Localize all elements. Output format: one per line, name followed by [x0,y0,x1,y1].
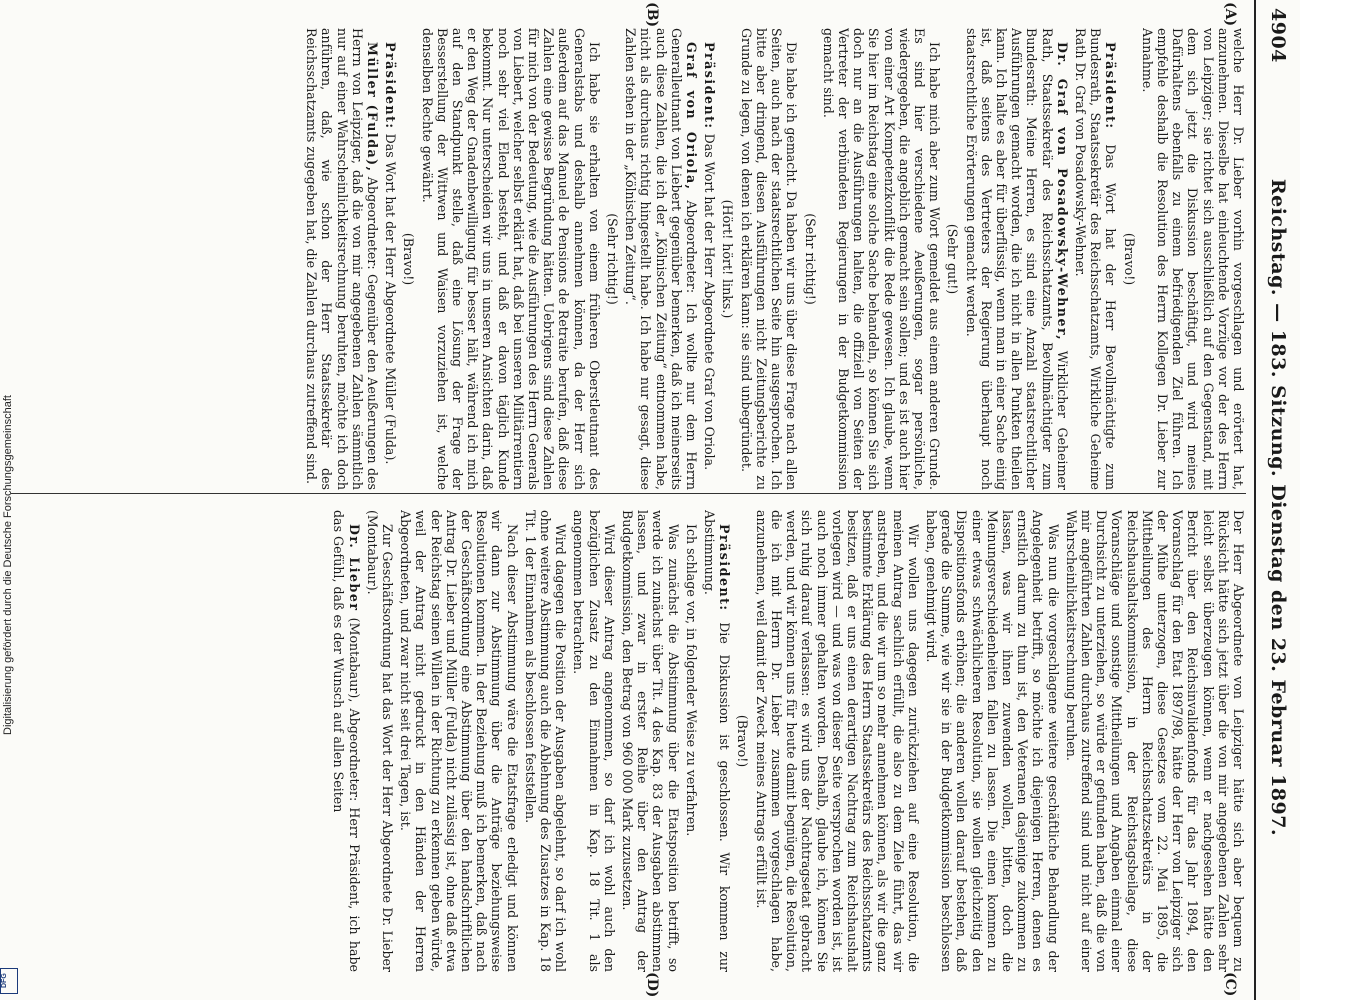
paragraph-text: Der Herr Abgeordnete von Leipziger hätte sich aber bequem zu Rücksicht hätte sich jetzt über die von mir angegebenen Zahlen sehr leicht selbst überzeugen können, wenn er nachgesehen hätte den Bericht über den Reichsinvalidenfonds für das Jahr 1894, den Voranschlag für den Etat 1897/98, hätte der Herr von Leipziger sich der Mühe unterzogen, diese Gesetzes vom 22. Mai 1895, die Mittheilungen des Herrn Reichsschatzsekretärs in der Reichshaushaltskommission, in der Reichstagsbeilage, diese Voranschläge und sonstige Mittheilungen und Angaben einmal einer Durchsicht zu unterziehen, so würde er gefunden haben, daß die von mir angeführten Zahlen durchaus zutreffend sind und nicht auf einer Wahrscheinlichkeitsrechnung beruhen. [1063,510,1246,972]
paragraph [605,28,620,490]
paragraph [304,28,380,490]
paragraph [963,28,1069,490]
paragraph-text: (Sehr richtig!) [605,213,621,305]
paragraph-text: Die Diskussion ist geschlossen. Wir kommen zur Abstimmung. [702,510,733,972]
paragraph-text: (Bravo!) [735,714,751,768]
paragraph-text: Wir wollen uns dagegen zurückziehen auf eine Resolution, die meinen Antrag sachlich erfüllt, die also zu dem Ziele führt, das wir anstreben, und die wir um so mehr annehmen können, als wir die ganz bestimmte Erklärung des Herrn Staatssekretärs des Reichsschatzamts besitzen, daß er uns einen derartigen Nachtrag zum Reichshaushalt vorlegen wird — und was von dieser Seite versprochen worden ist, ist auch noch immer gehalten worden. Deshalb, glaube ich, können Sie sich ruhig darauf verlassen: es wird uns der Nachtragsetat gebracht werden, und wir können uns für heute damit begnügen, die Resolution, die ich mit Herrn Dr. Lieber zusammen vorgeschlagen habe, anzunehmen, weil damit der Zweck meines Antrags erfüllt ist. [753,510,921,972]
paragraph-text: Nach dieser Abstimmung wäre die Etatsfrage erledigt und können wir dann zur Abstimmung über die Anträge beziehungsweise Resolutionen kommen. In der Beziehung muß ich bemerken, daß nach der Geschäftsordnung eine Abstimmung über den handschriftlichen Antrag Dr. Lieber und Müller (Fulda) nicht zulässig ist, ohne daß etwa der Reichstag seinen Willen in der Richtung zu erkennen geben würde, weil der Antrag nicht gedruckt in den Händen der Herren Abgeordneten, und zwar nicht seit drei Tagen, ist. [398,510,520,972]
paragraph-text: Was zunächst die Abstimmung über die Etatsposition betrifft, so werde ich zunächst über Tit. 4 des Kap. 83 der Ausgaben abstimmen lassen, und zwar in erster Reihe über den Antrag der Budgetkommission, den Betrag von 960 000 Mark zuzusetzen. [620,510,681,972]
paragraph [571,510,617,972]
paragraph [802,28,817,490]
speaker-name: Präsident: [1103,42,1119,130]
paragraph [1064,510,1246,972]
paragraph-text: Wird dieser Antrag angenommen, so darf ich wohl auch den bezüglichen Zusatz zu den Einnahmen in Kap. 18 Tit. 1 als angenommen betrachten. [571,510,617,972]
speaker-name: Präsident: [717,524,733,612]
paragraph [739,28,800,490]
paragraph-text: Die habe ich gemacht. Da haben wir uns über diese Frage nach allen Seiten, auch nach der staatsrechtlichen Seite hin ausgesprochen. Ich bitte aber dringend, diesen Ausführungen nicht Zeitungsberichte zu Grunde zu legen, von denen ich erklären kann: sie sind unbegründet. [738,28,800,490]
paragraph [1140,28,1246,490]
paragraph [331,510,361,972]
paragraph [720,28,735,490]
paragraph-text: Das Wort hat der Herr Abgeordnete Graf von Oriola. [702,129,718,471]
paragraph-text: (Montabaur), Abgeordneter: Herr Präsident, ich habe das Gefühl, daß es der Wunsch auf allen Seiten [331,510,362,972]
paragraph-text: (Sehr richtig!) [802,213,818,305]
margin-mark-d: (D) [644,972,660,998]
paragraph [945,28,960,490]
paragraph [924,510,1061,972]
page-header [1254,0,1300,1000]
paragraph [754,510,921,972]
margin-mark-c: (C) [1222,972,1238,997]
margin-mark-b: (B) [644,2,660,28]
dfg-logo: DFG [0,968,18,994]
page-number: 4904 [1267,8,1289,63]
paragraph [702,510,732,972]
paragraph-text: Zur Geschäftsordnung hat das Wort der Herr Abgeordnete Dr. Lieber (Montabaur). [364,510,396,972]
speaker-name: Graf von Oriola, [684,42,700,191]
digitization-credit: Digitalisierung gefördert durch die Deutsche Forschungsgemeinschaft [2,395,14,735]
paragraph-text: Wird dagegen die Position der Ausgaben abgelehnt, so darf ich wohl ohne weitere Abstimmung auch die Ablehnung des Zusatzes in Kap. 18 Tit. 1 der Einnahmen als beschlossen feststellen. [522,510,569,972]
paragraph-text: (Bravo!) [1121,232,1137,286]
paragraph-text: Ich habe sie erhalten von einem früheren Oberstleutnant des Generalstabs und deshalb annehmen können, da der Herr sich außerdem auf das Manuel de Pensions de Retraite berufen, daß diese Zahlen eine gewisse Begründung hätten. Uebrigens sind diese Zahlen für mich von der Bedeutung, wie die Ausführungen des Herrn Generals von Liebert, welcher selbst erklärt hat, daß bei unseren Militärrentiern noch sehr viel Elend besteht, und daß er davon täglich Kunde bekommt. Nur unterscheiden wir uns in unseren Ansichten darin, daß er den Weg der Gnadenbewilligung für besser hält, während ich mich auf den Standpunkt stelle, daß eine Lösung der Frage der Besserstellung der Wittwen und Waisen vorzuziehen ist, welche denselben Rechte gewährt. [419,28,602,490]
paragraph-text: Wirklicher Geheimer Rath, Staatssekretär des Reichsschatzamts, Bevollmächtigter zum Bundesrath: Meine Herren, es sind eine Anzahl staatsrechtlicher Ausführungen gemacht worden, die ich nicht in allen Punkten theilen kann. Ich halte es aber für überflüssig, wenn man in einer Sache einig ist, daß seitens des Vertreters der Regierung überhaupt noch staatsrechtliche Erörterungen gemacht werden. [963,28,1070,490]
left-text-column [11,28,1246,490]
paragraph [1121,28,1136,490]
speaker-name: Präsident: [383,42,399,130]
paragraph [383,28,398,490]
paragraph [623,28,699,490]
paragraph [702,28,717,490]
paragraph [821,28,943,490]
paragraph [1073,28,1119,490]
paragraph [365,510,395,972]
paragraph-text: (Hört! hört! links.) [720,199,736,319]
paragraph [401,28,416,490]
paragraph-text: Abgeordneter: Gegenüber den Aeußerungen des Herrn von Leipziger, daß die von mir angegebenen Zahlen sämmtlich nur auf einer Wahrscheinlichkeitsrechnung beruhten, möchte ich doch anführen, daß, wie schon der Herr Staatssekretär des Reichsschatzamts zugegeben hat, die Zahlen durchaus zutreffend sind. [304,28,381,490]
paragraph-text: Abgeordneter: Ich wollte nur dem Herrn Generalleutnant von Liebert gegenüber bemerken, daß ich meinerseits auch diese Zahlen, die ich der „Kölnischen Zeitung“ entnommen habe, nicht als durchaus richtig hingestellt habe. Ich habe nur gesagt, diese Zahlen stehen in der „Kölnischen Zeitung“. [623,28,700,490]
speaker-name: Dr. Lieber [346,524,362,612]
column-divider [11,493,1246,494]
running-title: Reichstag. — 183. Sitzung. Dienstag den 23. Februar 1897. [1267,178,1289,837]
paragraph-text: welche Herr Dr. Lieber vorhin vorgeschlagen und erörtert hat, anzunehmen. Dieselbe hat einleuchtende Vorzüge vor der des Herrn von Leipziger; sie richtet sich ausschließlich auf den Gegenstand, mit dem sich jetzt die Diskussion beschäftigt, und wird meines Dafürhaltens ebenfalls zu einem befriedigenden Ziel führen. Ich empfehle deshalb die Resolution des Herrn Kollegen Dr. Lieber zur Annahme. [1139,28,1246,490]
speaker-name: Dr. Graf von Posadowsky-Wehner, [1054,42,1070,342]
right-text-column [11,510,1246,972]
paragraph [684,510,699,972]
paragraph-text: (Sehr gut!) [945,223,961,295]
speaker-name: Müller (Fulda), [365,42,381,173]
paragraph-text: Ich habe mich aber zum Wort gemeldet aus einem anderen Grunde. Es sind hier verschiedene Aeußerungen, sogar persönliche, wiedergegeben, die angeblich gemacht sein sollen; und es ist auch hier von einer Art Kompetenzkonflikt die Rede gewesen. Ich glaube, wenn Sie hier im Reichstag eine solche Sache behandeln, so können Sie sich doch nur an die Ausführungen halten, die offiziell von Seiten der Vertreter der verbündeten Regierungen in der Budgetkommission gemacht sind. [820,28,943,490]
paragraph-text: Was nun die vorgeschlagene weitere geschäftliche Behandlung der Angelegenheit betrifft, so möchte ich diejenigen Herren, denen es ernstlich darum zu thun ist, den Veteranen dasjenige zukommen zu lassen, was wir ihnen zuwenden wollen, bitten, doch die Meinungsverschiedenheiten fallen zu lassen. Die einen kommen zu einer etwas schwächlicheren Resolution, sie wollen gleichzeitig den Dispositionsfonds erhöhen; die anderen wollen darauf bestehen, daß gerade die Summe, wie wir sie in der Budgetkommission beschlossen haben, genehmigt wird. [923,510,1061,972]
paragraph-text: (Bravo!) [401,232,417,286]
margin-mark-a: (A) [1222,2,1238,27]
paragraph [620,510,681,972]
speaker-name: Präsident: [702,42,718,130]
paragraph [735,510,750,972]
paragraph [419,28,601,490]
paragraph-text: Das Wort hat der Herr Bevollmächtigte zum Bundesrath, Staatssekretär des Reichsschatzamts, Wirkliche Geheime Rath Dr. Graf von Posadowsky-Wehner. [1072,28,1119,490]
paragraph-text: Das Wort hat der Herr Abgeordnete Müller (Fulda). [383,129,399,465]
paragraph-text: Ich schlage vor, in folgender Weise zu verfahren. [683,524,699,837]
paragraph [398,510,520,972]
paragraph [523,510,569,972]
